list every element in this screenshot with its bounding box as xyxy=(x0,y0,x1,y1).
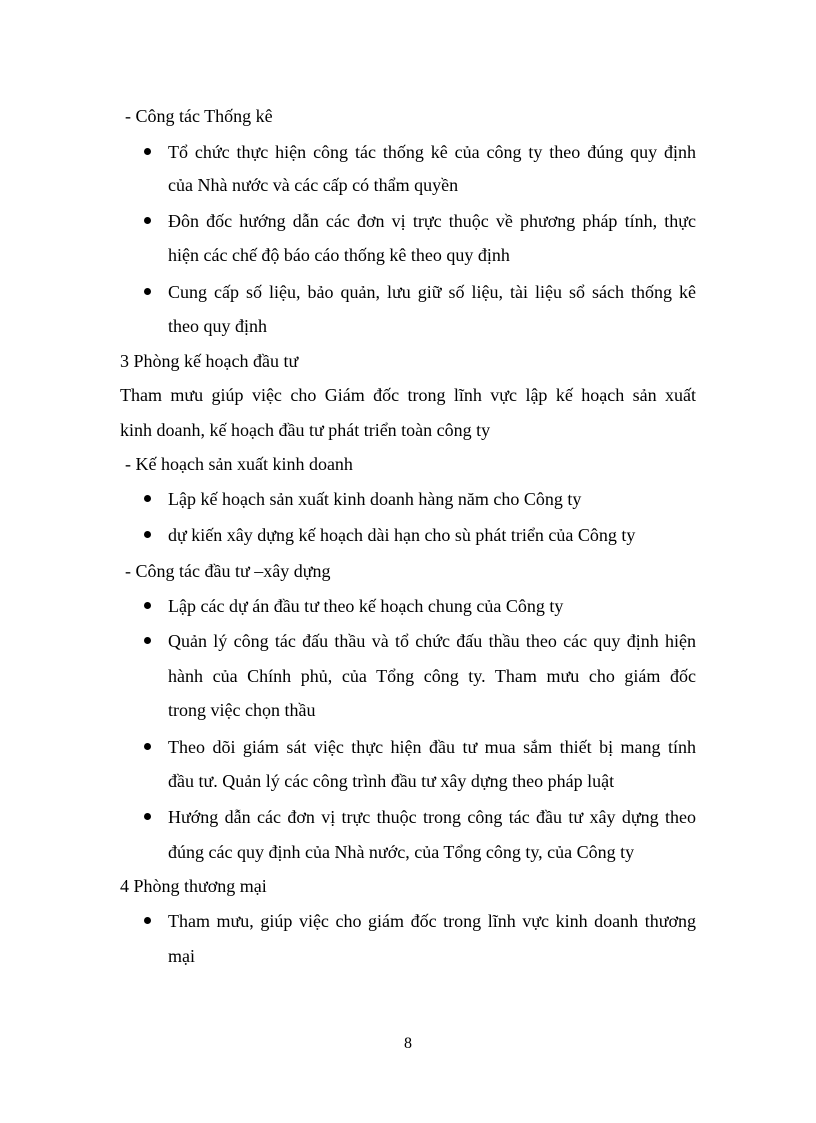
bullet-text-line: Quản lý công tác đấu thầu và tổ chức đấu thầu theo các quy định hiện xyxy=(168,631,696,651)
bullet-text-line: hành của Chính phủ, của Tổng công ty. Tham mưu cho giám đốc xyxy=(168,666,696,686)
bullet-text-line: Hướng dẫn các đơn vị trực thuộc trong công tác đầu tư xây dựng theo xyxy=(168,807,696,827)
bullet-text-line: Tổ chức thực hiện công tác thống kê của công ty theo đúng quy định xyxy=(168,142,696,162)
bullet-text-line: Tham mưu, giúp việc cho giám đốc trong lĩnh vực kinh doanh thương xyxy=(168,911,696,931)
paragraph-line: Tham mưu giúp việc cho Giám đốc trong lĩnh vực lập kế hoạch sản xuất xyxy=(120,385,696,405)
bullet-text-line: hiện các chế độ báo cáo thống kê theo quy định xyxy=(168,245,510,265)
bullet-icon xyxy=(144,602,151,609)
section-dash-planning: - Kế hoạch sản xuất kinh doanh xyxy=(125,454,353,474)
bullet-icon xyxy=(144,813,151,820)
page-number: 8 xyxy=(404,1035,412,1052)
bullet-text-line: Theo dõi giám sát việc thực hiện đầu tư mua sắm thiết bị mang tính xyxy=(168,737,696,757)
bullet-text-line: của Nhà nước và các cấp có thẩm quyền xyxy=(168,175,459,195)
bullet-icon xyxy=(144,217,151,224)
section-heading-4: 4 Phòng thương mại xyxy=(120,876,267,896)
bullet-icon xyxy=(144,743,151,750)
bullet-text-line: trong việc chọn thầu xyxy=(168,700,316,720)
bullet-icon xyxy=(144,288,151,295)
bullet-text-line: Đôn đốc hướng dẫn các đơn vị trực thuộc về phương pháp tính, thực xyxy=(168,211,696,231)
bullet-text-line: Lập kế hoạch sản xuất kinh doanh hàng năm cho Công ty xyxy=(168,489,582,509)
bullet-text-line: đầu tư. Quản lý các công trình đầu tư xây dựng theo pháp luật xyxy=(168,771,615,791)
bullet-icon xyxy=(144,637,151,644)
bullet-icon xyxy=(144,917,151,924)
paragraph-line: kinh doanh, kế hoạch đầu tư phát triển toàn công ty xyxy=(120,420,491,440)
bullet-icon xyxy=(144,495,151,502)
bullet-text-line: dự kiến xây dựng kế hoạch dài hạn cho sù phát triển của Công ty xyxy=(168,525,636,545)
bullet-icon xyxy=(144,531,151,538)
bullet-text-line: Lập các dự án đầu tư theo kế hoạch chung của Công ty xyxy=(168,596,564,616)
bullet-text-line: mại xyxy=(168,946,195,966)
bullet-icon xyxy=(144,148,151,155)
bullet-text-line: theo quy định xyxy=(168,316,267,336)
bullet-text-line: Cung cấp số liệu, bảo quản, lưu giữ số liệu, tài liệu sổ sách thống kê xyxy=(168,282,696,302)
section-dash-investment: - Công tác đầu tư –xây dựng xyxy=(125,561,331,581)
bullet-text-line: đúng các quy định của Nhà nước, của Tổng công ty, của Công ty xyxy=(168,842,635,862)
section-dash-statistics: - Công tác Thống kê xyxy=(125,106,273,126)
section-heading-3: 3 Phòng kế hoạch đầu tư xyxy=(120,351,299,371)
